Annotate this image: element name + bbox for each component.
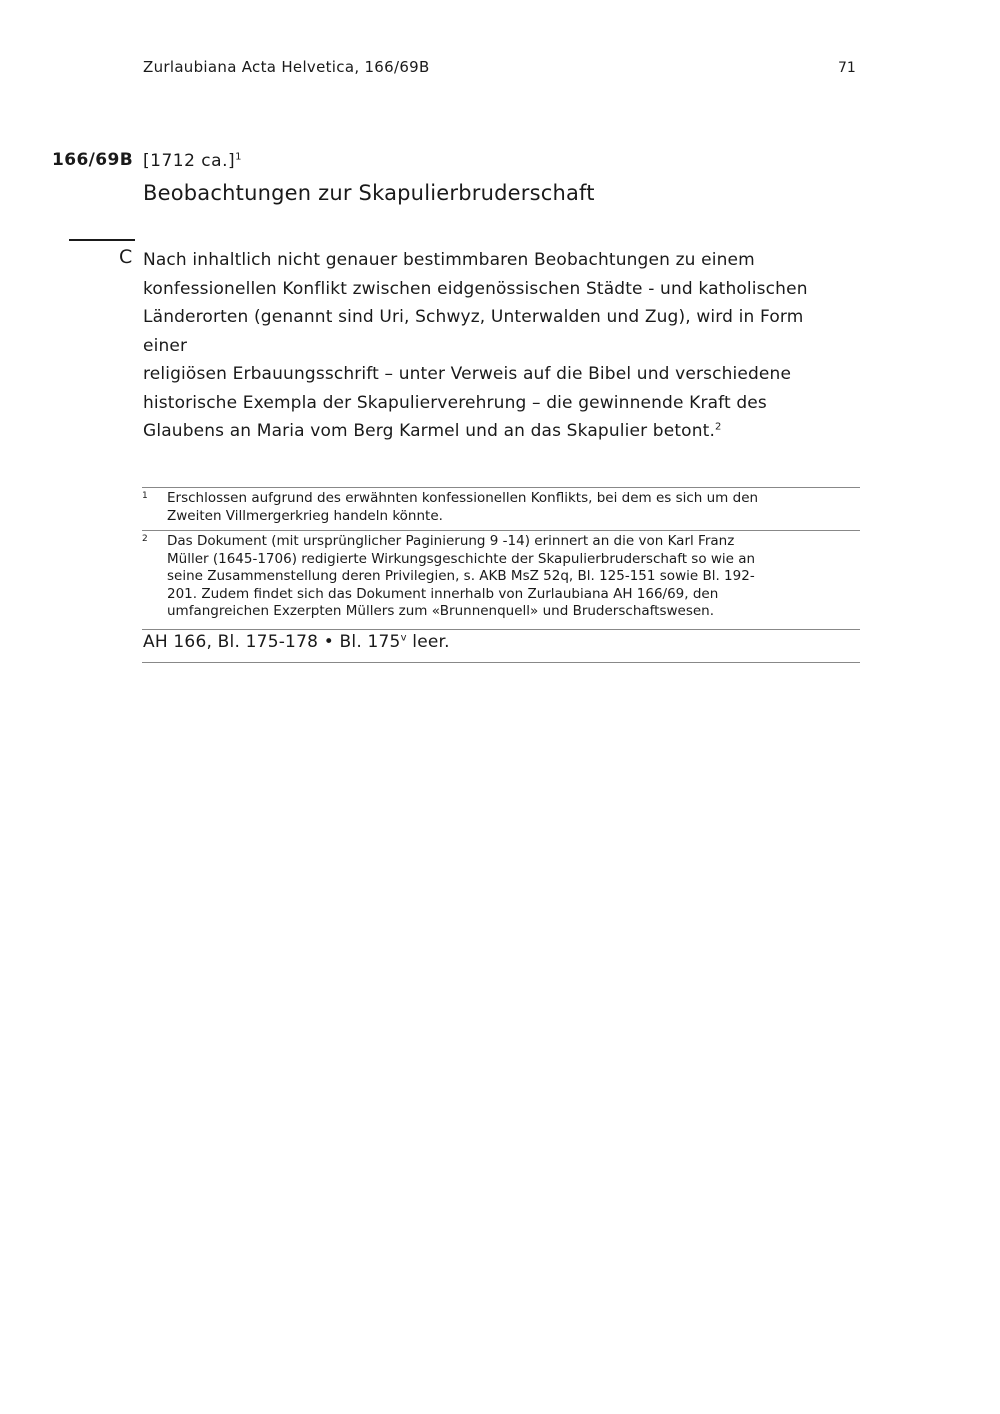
footnote-line: Erschlossen aufgrund des erwähnten konfessionellen Konflikts, bei dem es sich um den <box>167 490 759 506</box>
running-head: Zurlaubiana Acta Helvetica, 166/69B <box>143 58 430 76</box>
footnote-divider <box>142 487 860 488</box>
footnote-line: Müller (1645-1706) redigierte Wirkungsgeschichte der Skapulierbruderschaft so wie an <box>167 550 756 567</box>
regest-line-text: Glaubens an Maria vom Berg Karmel und an das Skapulier betont. <box>143 421 716 441</box>
footnote-line: Zweiten Villmergerkrieg handeln könnte. <box>167 507 443 524</box>
source-text-after: leer. <box>406 632 450 652</box>
page-number: 71 <box>838 60 856 76</box>
footnote-text <box>167 533 860 621</box>
regest-text <box>143 246 848 446</box>
regest-line-last <box>143 417 848 446</box>
footnote-text <box>167 490 860 525</box>
footnote-mark: 2 <box>142 534 148 544</box>
regest-line: konfessionellen Konflikt zwischen eidgenössischen Städte - und katholischen <box>143 278 808 299</box>
footnote-line: seine Zusammenstellung deren Privilegien, s. AKB MsZ 52q, Bl. 125-151 sowie Bl. 192- <box>167 568 755 584</box>
margin-rule <box>69 239 135 241</box>
regest-line: Länderorten (genannt sind Uri, Schwyz, Unterwalden und Zug), wird in Form <box>143 307 804 327</box>
regest-line: Nach inhaltlich nicht genauer bestimmbaren Beobachtungen zu einem <box>143 250 755 270</box>
footnote-ref-2[interactable]: 2 <box>715 421 722 433</box>
footnote-divider <box>142 530 860 531</box>
source-bottom-rule <box>142 662 860 663</box>
footnote-line: umfangreichen Exzerpten Müllers zum «Brunnenquell» und Bruderschaftswesen. <box>167 603 715 619</box>
margin-letter: C <box>119 246 133 268</box>
entry-title: Beobachtungen zur Skapulierbruderschaft <box>143 181 595 205</box>
footnote-ref-1[interactable]: 1 <box>235 151 242 163</box>
footnote-line: Das Dokument (mit ursprünglicher Paginierung 9 -14) erinnert an die von Karl Franz <box>167 533 735 549</box>
source-line <box>143 632 450 652</box>
regest-line: einer <box>143 335 188 356</box>
source-text: AH 166, Bl. 175-178 • Bl. 175 <box>143 632 401 652</box>
entry-date-text: [1712 ca.] <box>143 151 236 171</box>
source-top-rule <box>142 629 860 630</box>
footnote-1 <box>142 490 860 525</box>
regest-line: religiösen Erbauungsschrift – unter Verweis auf die Bibel und verschiedene <box>143 364 792 384</box>
entry-date <box>143 151 242 171</box>
footnote-mark: 1 <box>142 491 148 501</box>
verso-mark: v <box>400 632 407 644</box>
footnote-line: 201. Zudem findet sich das Dokument innerhalb von Zurlaubiana AH 166/69, den <box>167 585 719 602</box>
footnote-2 <box>142 533 860 621</box>
regest-line: historische Exempla der Skapulierverehrung – die gewinnende Kraft des <box>143 392 767 413</box>
entry-number: 166/69B <box>52 150 134 170</box>
